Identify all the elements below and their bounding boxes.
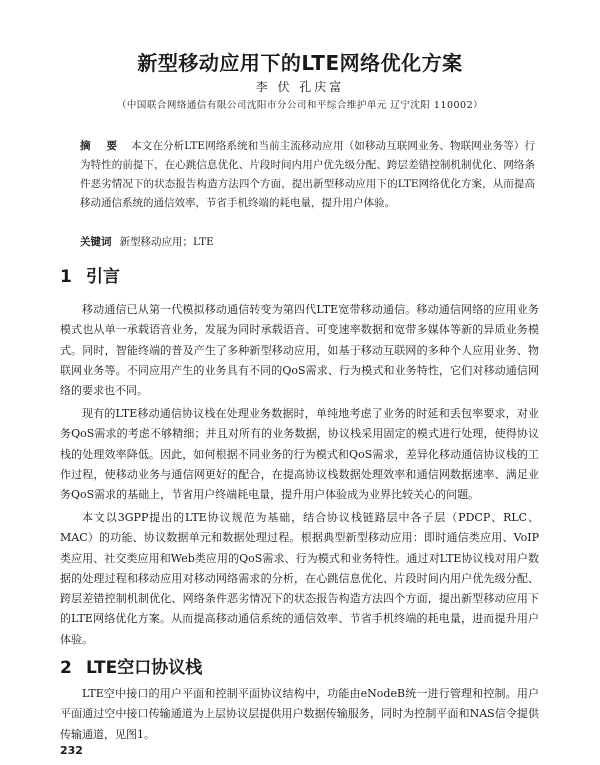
paragraph-3: 本文以3GPP提出的LTE协议规范为基础，结合协议栈链路层中各子层（PDCP、RLC、MAC）的功能、协议数据单元和数据处理过程。根据典型新型移动应用：即时通信类应用、VoIP类应用、社交类应用和Web类应用的QoS需求、行为模式和业务特性。通过对LTE协议栈对用户数据的处理过程和移动应用对移动网络需求的分析，在心跳信息优化、片段时间内用户优先级分配、跨层差错控制机制优化、网络条件恶劣情况下的状态报告构造方法四个方面，提出新型移动应用下的LTE网络优化方案。从而提高移动通信系统的通信效率、节省手机终端的耗电量，进而提升用户体验。	[60, 511, 539, 646]
section-title: LTE空口协议栈	[86, 658, 203, 678]
paragraph-4: LTE空中接口的用户平面和控制平面协议结构中，功能由eNodeB统一进行管理和控制。用户平面通过空中接口传输通道为上层协议层提供用户数据传输服务，同时为控制平面和NAS信令提供传输通道，见图1。	[60, 687, 539, 741]
abstract-label: 摘 要	[80, 140, 124, 152]
abstract	[80, 137, 535, 213]
paper-affiliation: （中国联合网络通信有限公司沈阳市分公司和平综合维护单元 辽宁沈阳 110002）	[116, 100, 484, 111]
section-number: 1	[60, 267, 72, 287]
section-heading-lte-air-interface	[60, 653, 202, 678]
section-number: 2	[60, 658, 72, 678]
paper-authors: 李 伏 孔庆富	[255, 80, 345, 94]
page-number: 232	[60, 744, 83, 757]
section-title: 引言	[86, 267, 120, 287]
keywords-label: 关键词	[80, 236, 112, 248]
keywords	[80, 233, 535, 252]
paper-title: 新型移动应用下的LTE网络优化方案	[137, 51, 463, 75]
abstract-text: 本文在分析LTE网络系统和当前主流移动应用（如移动互联网业务、物联网业务等）行为特性的前提下，在心跳信息优化、片段时间内用户优先级分配、跨层差错控制机制优化、网络条件恶劣情况下的状态报告构造方法四个方面，提出新型移动应用下的LTE网络优化方案，从而提高移动通信系统的通信效率，节省手机终端的耗电量，提升用户体验。	[80, 140, 535, 209]
paragraph-1: 移动通信已从第一代模拟移动通信转变为第四代LTE宽带移动通信。移动通信网络的应用业务模式也从单一承载语音业务，发展为同时承载语音、可变速率数据和宽带多媒体等新的异质业务模式。同时，智能终端的普及产生了多种新型移动应用，如基于移动互联网的多种个人应用业务、物联网业务等。不同应用产生的业务具有不同的QoS需求、行为模式和业务特性，它们对移动通信网络的要求也不同。	[60, 303, 539, 398]
paragraph-2: 现有的LTE移动通信协议栈在处理业务数据时，单纯地考虑了业务的时延和丢包率要求，对业务QoS需求的考虑不够精细；并且对所有的业务数据，协议栈采用固定的模式进行处理，使得协议栈的处理效率降低。因此，如何根据不同业务的行为模式和QoS需求，差异化移动通信协议栈的工作过程，使移动业务与通信网更好的配合，在提高协议栈数据处理效率和通信网数据速率、满足业务QoS需求的基础上，节省用户终端耗电量，提升用户体验成为业界比较关心的问题。	[60, 407, 539, 502]
section-heading-introduction	[60, 262, 120, 287]
keywords-text: 新型移动应用；LTE	[119, 236, 214, 248]
